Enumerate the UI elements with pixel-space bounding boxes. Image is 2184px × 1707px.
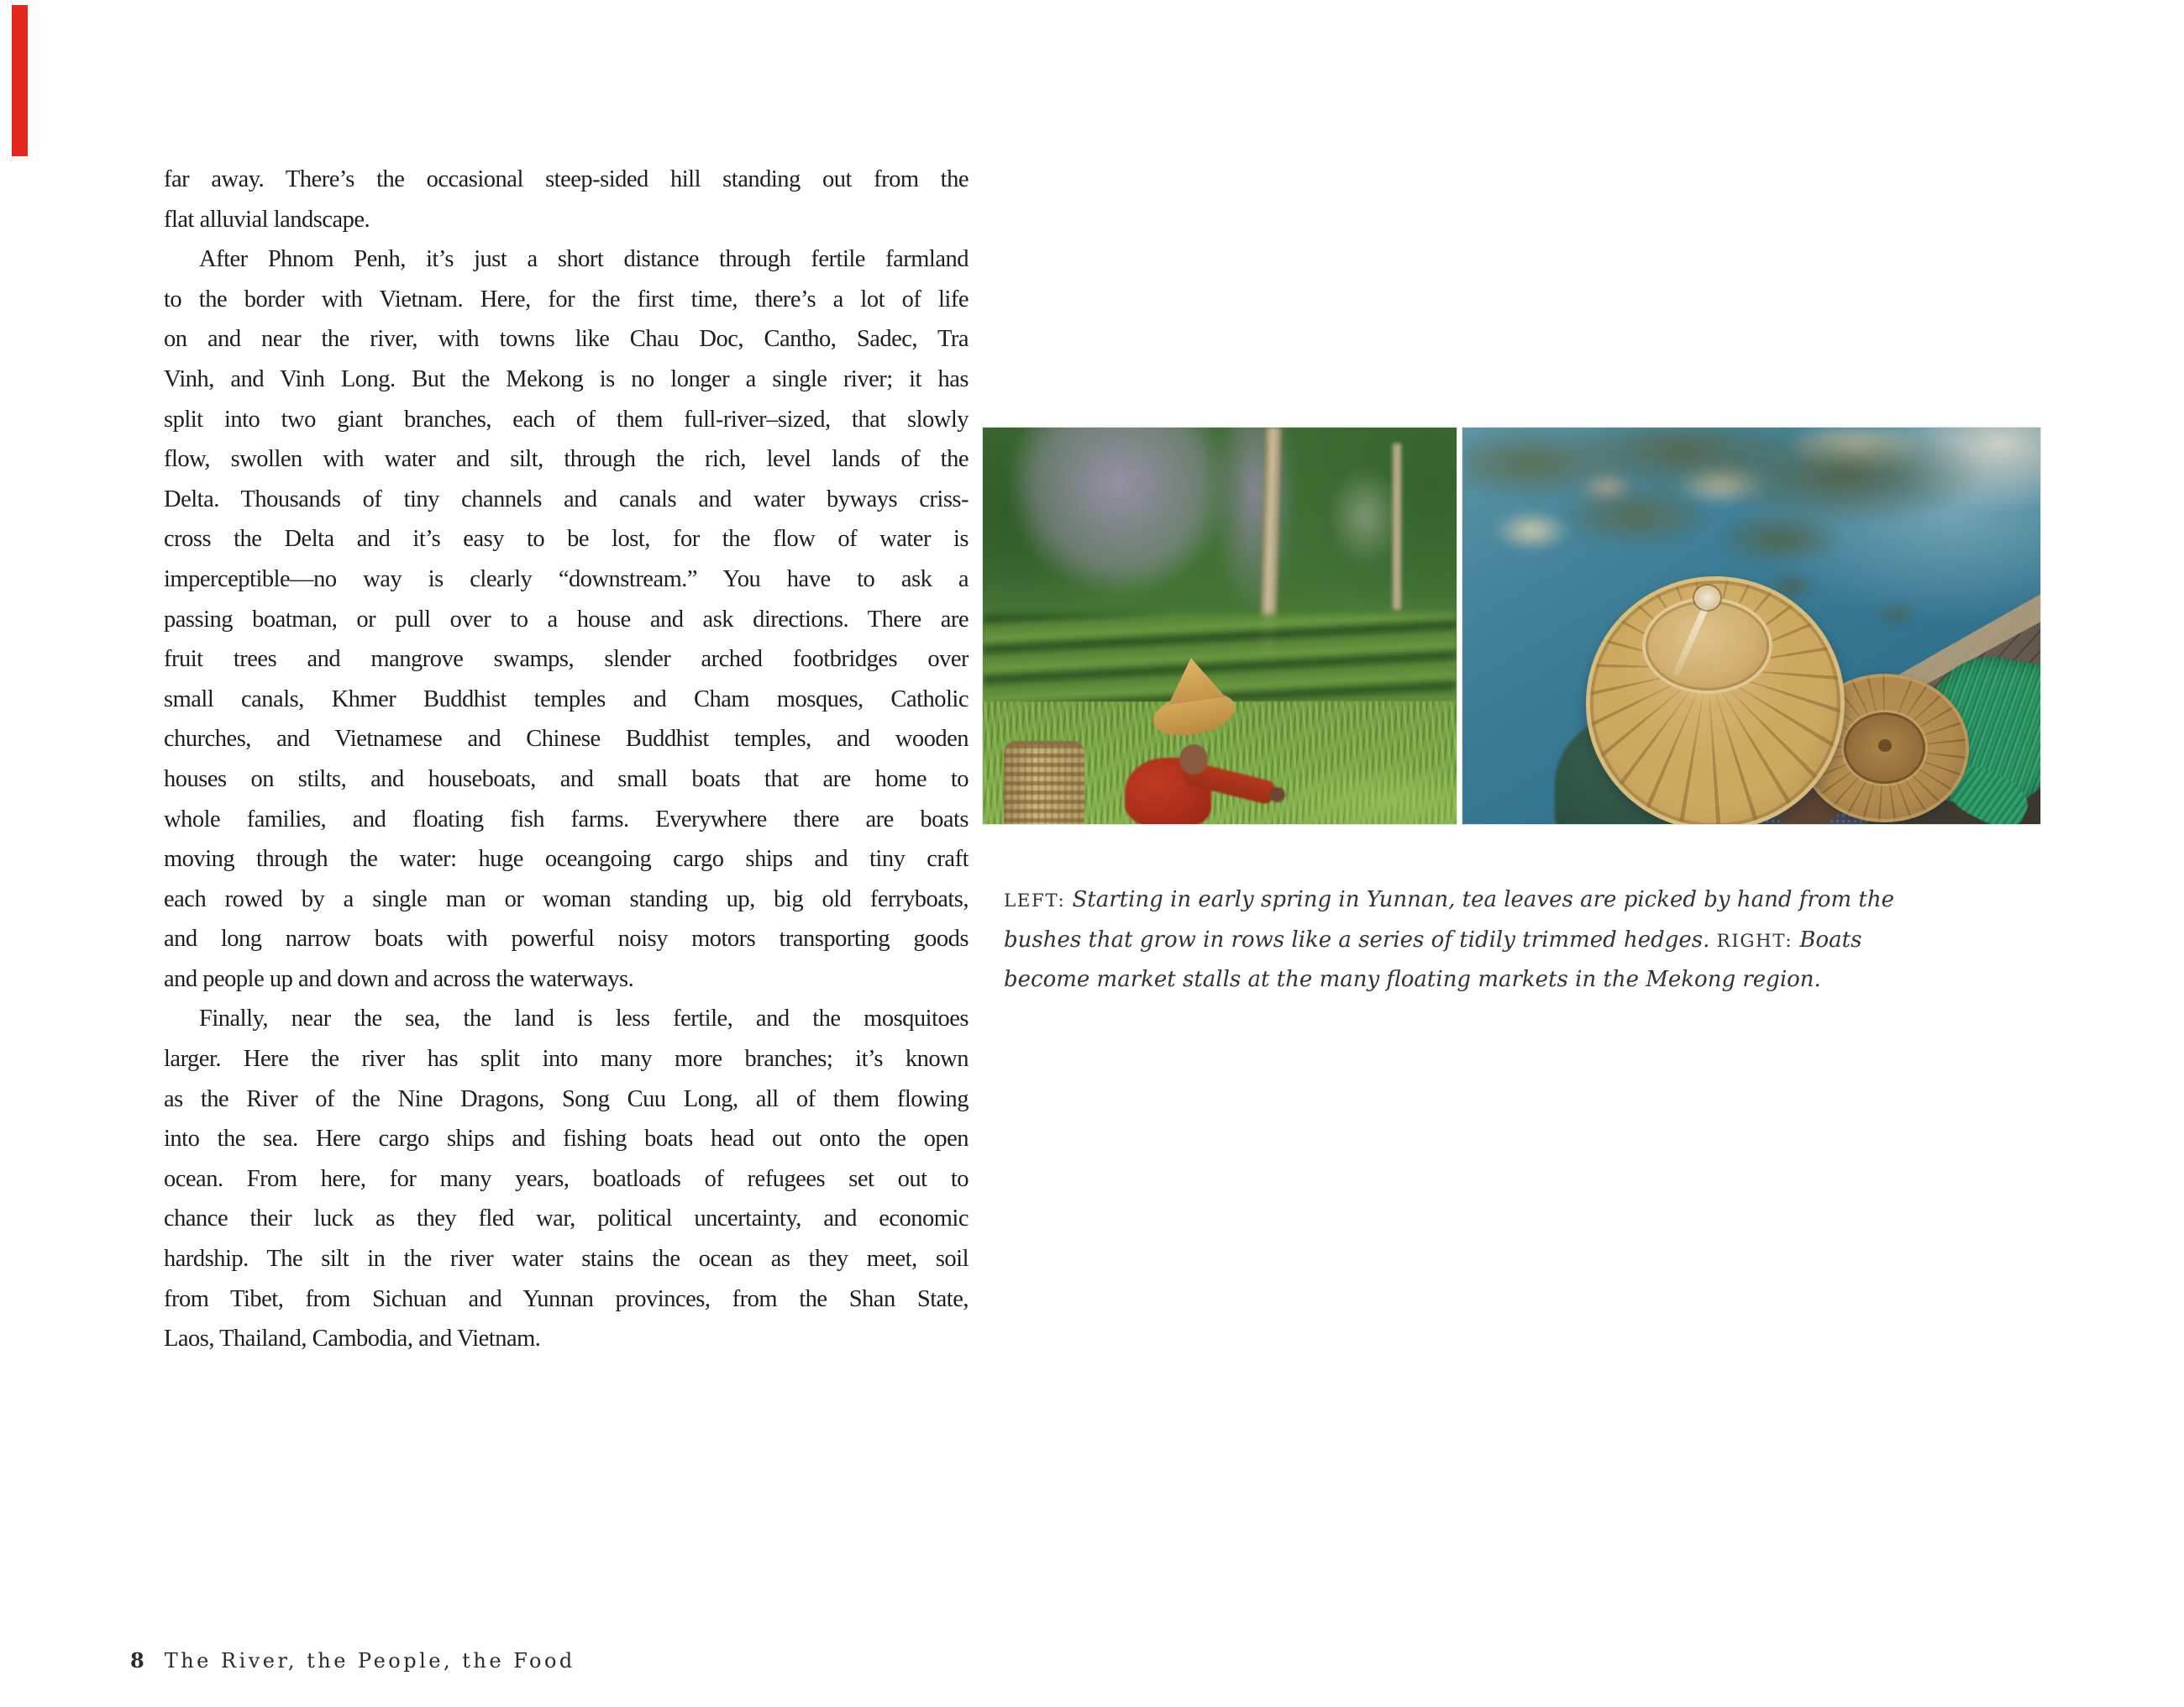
hat-cone-top — [1642, 597, 1772, 694]
body-line: Finally, near the sea, the land is less fertile, and the mosquitoes — [199, 1006, 969, 1032]
caption-line — [1004, 921, 1862, 961]
photo-tea-picking — [982, 427, 1457, 825]
body-line: fruit trees and mangrove swamps, slender arched footbridges over — [164, 646, 969, 673]
body-line: ocean. From here, for many years, boatloads of refugees set out to — [164, 1165, 969, 1192]
caption-position-label: LEFT: — [1004, 890, 1066, 911]
body-line: each rowed by a single man or woman standing up, big old ferryboats, — [164, 885, 969, 912]
body-text — [164, 160, 969, 1359]
body-line: moving through the water: huge oceangoing cargo ships and tiny craft — [164, 846, 969, 873]
body-line: from Tibet, from Sichuan and Yunnan provinces, from the Shan State, — [164, 1285, 969, 1312]
body-line: as the River of the Nine Dragons, Song Cuu Long, all of them flowing — [164, 1085, 969, 1112]
hand — [1269, 787, 1285, 802]
body-line: churches, and Vietnamese and Chinese Buddhist temples, and wooden — [164, 726, 969, 753]
body-line: on and near the river, with towns like Chau Doc, Cantho, Sadec, Tra — [164, 326, 969, 353]
body-line: Vinh, and Vinh Long. But the Mekong is no longer a single river; it has — [164, 365, 969, 392]
page-number: 8 — [130, 1648, 144, 1673]
chapter-edge-tab — [12, 5, 28, 156]
body-line: After Phnom Penh, it’s just a short distance through fertile farmland — [199, 246, 969, 273]
body-line: houses on stilts, and houseboats, and small boats that are home to — [164, 765, 969, 792]
body-line: imperceptible—no way is clearly “downstream.” You have to ask a — [164, 565, 969, 592]
body-line: whole families, and floating fish farms. Everywhere there are boats — [164, 806, 969, 832]
large-conical-hat — [1586, 576, 1845, 825]
caption-line — [1004, 880, 1894, 921]
chapter-title: The River, the People, the Food — [164, 1649, 575, 1673]
tea-picker — [1110, 658, 1290, 824]
body-line: hardship. The silt in the river water stains the ocean as they meet, soil — [164, 1246, 969, 1273]
hat-center-knob — [1878, 739, 1892, 753]
caption-text: Starting in early spring in Yunnan, tea leaves are picked by hand from the — [1065, 887, 1894, 912]
page-footer — [130, 1648, 575, 1673]
caption-text: Boats — [1793, 927, 1862, 953]
caption-text: bushes that grow in rows like a series of tidily trimmed hedges. — [1004, 927, 1717, 953]
photo-caption — [1004, 880, 1894, 1001]
caption-text: become market stalls at the many floating markets in the Mekong region. — [1004, 967, 1821, 992]
body-line: Laos, Thailand, Cambodia, and Vietnam. — [164, 1326, 541, 1352]
body-line: larger. Here the river has split into many more branches; it’s known — [164, 1046, 969, 1073]
body-line: passing boatman, or pull over to a house and ask directions. There are — [164, 606, 969, 633]
face — [1179, 744, 1208, 775]
body-line: cross the Delta and it’s easy to be lost, for the flow of water is — [164, 526, 969, 553]
body-line: flat alluvial landscape. — [164, 206, 370, 233]
body-line: far away. There’s the occasional steep-sided hill standing out from the — [164, 166, 969, 192]
tree-trunk — [1393, 444, 1401, 610]
conical-hat-cone — [1162, 654, 1225, 705]
body-line: chance their luck as they fled war, political uncertainty, and economic — [164, 1205, 969, 1232]
hat-apex-knob — [1694, 586, 1720, 610]
body-line: flow, swollen with water and silt, through the rich, level lands of the — [164, 446, 969, 473]
body-line: to the border with Vietnam. Here, for the first time, there’s a lot of life — [164, 286, 969, 313]
body-line: and long narrow boats with powerful noisy motors transporting goods — [164, 926, 969, 953]
caption-position-label: RIGHT: — [1716, 930, 1793, 952]
photo-floating-market — [1462, 427, 2041, 825]
caption-line — [1004, 960, 1827, 1001]
body-line: and people up and down and across the waterways. — [164, 965, 634, 992]
woven-basket — [1004, 741, 1084, 825]
body-line: split into two giant branches, each of them full-river–sized, that slowly — [164, 406, 969, 433]
body-line: into the sea. Here cargo ships and fishing boats head out onto the open — [164, 1126, 969, 1153]
body-line: Delta. Thousands of tiny channels and canals and water byways criss- — [164, 486, 969, 512]
body-line: small canals, Khmer Buddhist temples and Cham mosques, Catholic — [164, 685, 969, 712]
